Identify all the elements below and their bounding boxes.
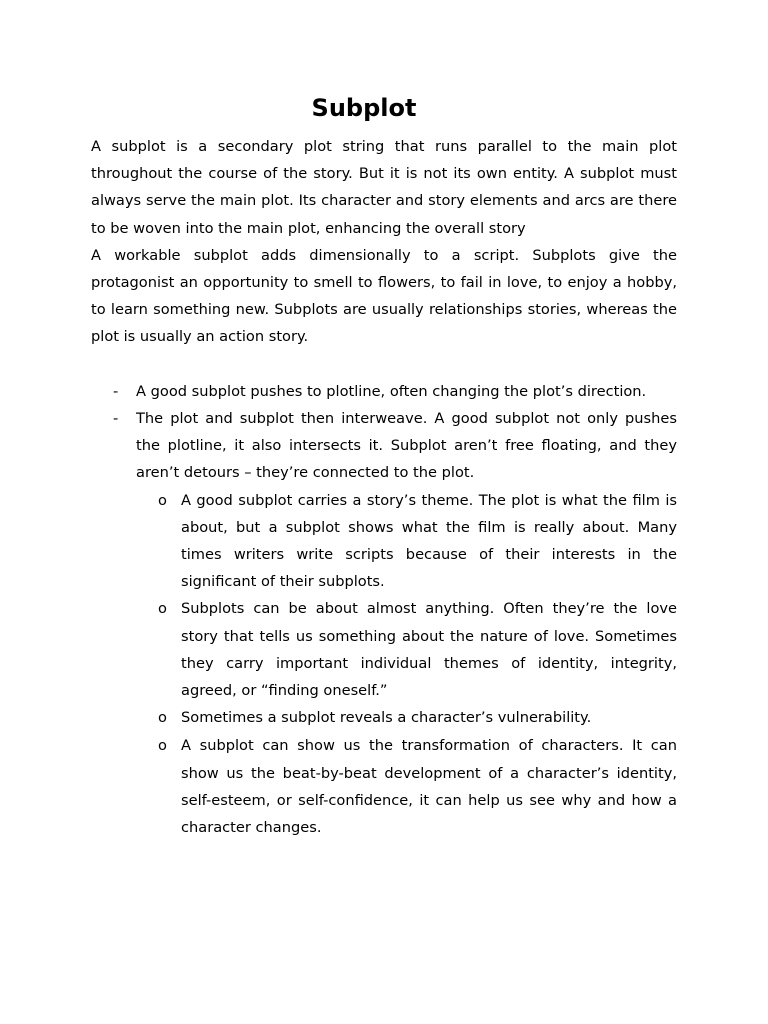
dash-bullet: -	[113, 382, 119, 400]
sublist-item	[91, 704, 677, 731]
list-item-text: The plot and subplot then interweave. A good subplot not only pushes the plotline, it also intersects it. Subplot aren’t free floating, and they aren’t detours – they’re connected to the plot.	[136, 410, 677, 482]
circle-bullet: o	[158, 491, 167, 509]
circle-bullet: o	[158, 600, 167, 618]
list-item	[91, 405, 677, 841]
sublist-item	[91, 595, 677, 704]
document-title: Subplot	[311, 94, 417, 122]
paragraph-spacer	[91, 351, 677, 378]
sublist-item-text: A good subplot carries a story’s theme. The plot is what the film is about, but a subplot shows what the film is really about. Many times writers write scripts because of their interests in the significant of their subplots.	[181, 491, 677, 591]
sublist-item-text: Subplots can be about almost anything. Often they’re the love story that tells us something about the nature of love. Sometimes they carry important individual themes of identity, integrity, agreed, or “finding oneself.”	[181, 600, 677, 700]
sublist-item-text: Sometimes a subplot reveals a character’s vulnerability.	[181, 709, 592, 727]
sublist-item	[91, 487, 677, 596]
circle-bullet: o	[158, 709, 167, 727]
list-item-text: A good subplot pushes to plotline, often changing the plot’s direction.	[136, 382, 647, 400]
paragraph-definition: A subplot is a secondary plot string that runs parallel to the main plot throughout the course of the story. But it is not its own entity. A subplot must always serve the main plot. Its character and story elements and arcs are there to be woven into the main plot, enhancing the overall story	[91, 138, 677, 237]
sublist-item	[91, 732, 677, 841]
bullet-list	[91, 378, 677, 841]
circle-bullet: o	[158, 737, 167, 755]
dash-bullet: -	[113, 410, 119, 428]
document-body	[91, 133, 677, 841]
sublist-item-text: A subplot can show us the transformation of characters. It can show us the beat-by-beat development of a character’s identity, self-esteem, or self-confidence, it can help us see why and how a character changes.	[181, 737, 677, 837]
sub-bullet-list	[91, 487, 677, 842]
list-item	[91, 378, 677, 405]
paragraph-workable-subplot: A workable subplot adds dimensionally to a script. Subplots give the protagonist an opportunity to smell to flowers, to fail in love, to enjoy a hobby, to learn something new. Subplots are usually relationships stories, whereas the plot is usually an action story.	[91, 246, 677, 346]
